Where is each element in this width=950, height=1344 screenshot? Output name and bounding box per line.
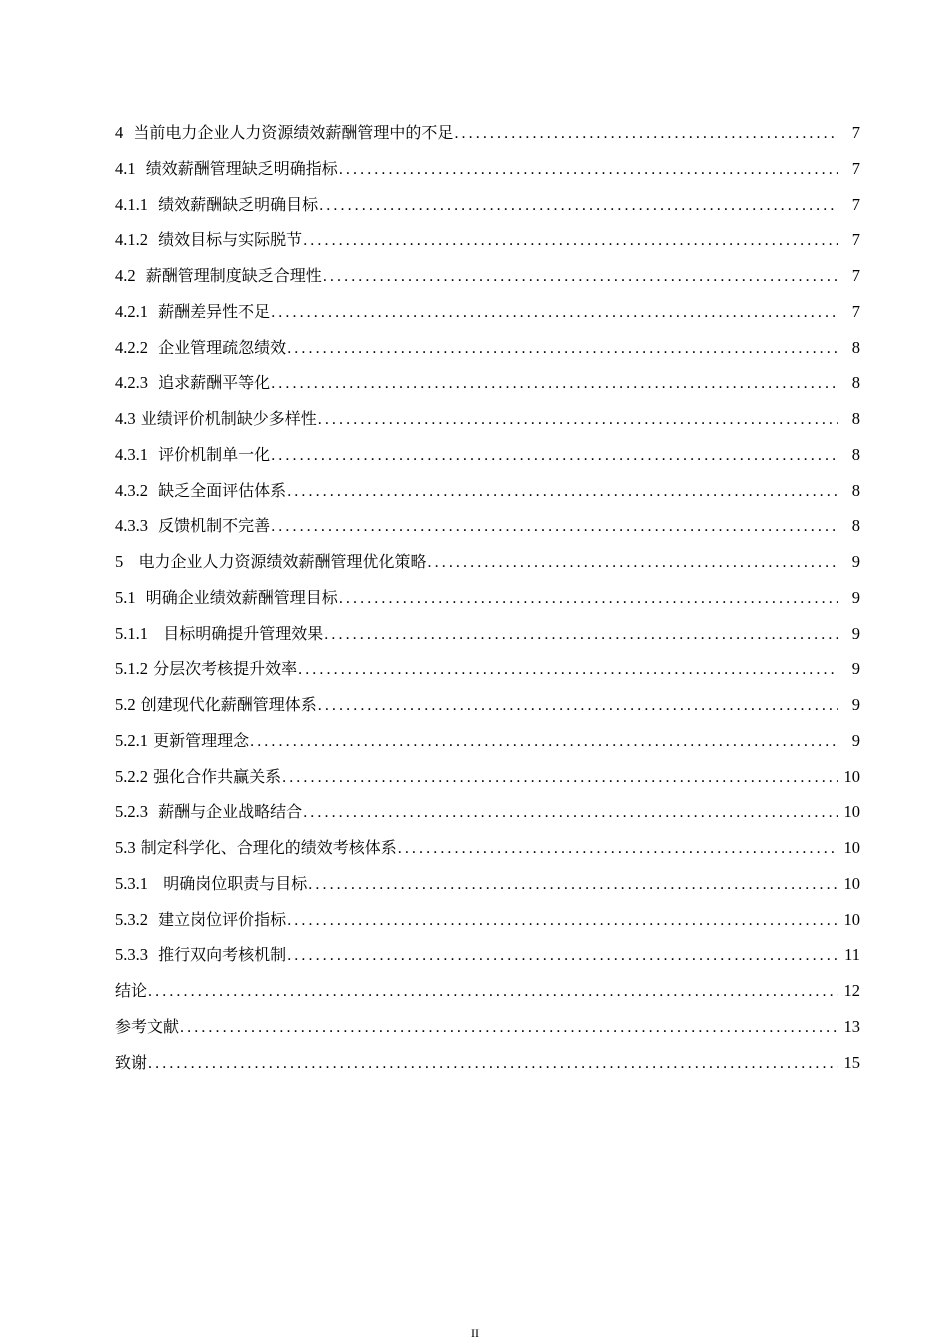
toc-entry-title: 当前电力企业人力资源绩效薪酬管理中的不足 bbox=[133, 123, 454, 142]
toc-entry-page: 12 bbox=[843, 981, 860, 1000]
toc-entry[interactable] bbox=[115, 191, 860, 227]
toc-entry-spacer bbox=[136, 584, 146, 612]
toc-entry-title: 更新管理理念 bbox=[153, 730, 250, 750]
toc-entry-number: 4.3.2 bbox=[115, 480, 148, 500]
toc-entry-spacer bbox=[148, 441, 158, 469]
toc-entry-title: 明确岗位职责与目标 bbox=[163, 873, 308, 893]
toc-entry-number: 4.3.1 bbox=[115, 444, 148, 464]
toc-dot-leader bbox=[308, 871, 837, 899]
toc-entry[interactable] bbox=[115, 441, 860, 477]
toc-entry-number: 4 bbox=[115, 123, 124, 142]
toc-entry-title: 参考文献 bbox=[115, 1016, 180, 1036]
toc-entry[interactable] bbox=[115, 655, 860, 691]
toc-entry-number: 5.2.2 bbox=[115, 766, 148, 786]
toc-dot-leader bbox=[339, 585, 838, 613]
toc-entry-page: 8 bbox=[851, 409, 860, 428]
toc-dot-leader bbox=[271, 513, 838, 541]
toc-entry-page: 10 bbox=[843, 873, 860, 893]
toc-entry[interactable] bbox=[115, 262, 860, 298]
toc-entry-spacer bbox=[136, 155, 146, 183]
toc-entry-page: 9 bbox=[851, 659, 860, 679]
toc-entry-page: 10 bbox=[843, 766, 860, 786]
toc-entry-title: 反馈机制不完善 bbox=[158, 516, 271, 536]
toc-entry-page: 8 bbox=[851, 516, 860, 536]
toc-entry[interactable] bbox=[115, 870, 860, 906]
toc-entry-spacer bbox=[148, 191, 158, 219]
toc-entry-page: 7 bbox=[851, 158, 860, 178]
toc-dot-leader bbox=[398, 835, 838, 863]
toc-dot-leader bbox=[339, 156, 838, 184]
toc-entry-number: 4.2.3 bbox=[115, 373, 148, 393]
toc-entry-spacer bbox=[148, 334, 158, 362]
toc-entry-title: 推行双向考核机制 bbox=[158, 945, 287, 965]
toc-entry-number: 4.3.3 bbox=[115, 516, 148, 536]
toc-entry-title: 缺乏全面评估体系 bbox=[158, 480, 287, 500]
toc-dot-leader bbox=[454, 120, 838, 148]
toc-entry-spacer bbox=[123, 548, 138, 576]
toc-entry-page: 8 bbox=[851, 337, 860, 357]
toc-entry-title: 建立岗位评价指标 bbox=[158, 909, 287, 929]
toc-entry-number: 5.2.3 bbox=[115, 802, 148, 822]
toc-entry-number: 5.3.3 bbox=[115, 945, 148, 965]
toc-entry-spacer bbox=[148, 870, 163, 898]
toc-entry[interactable] bbox=[115, 155, 860, 191]
toc-entry-title: 目标明确提升管理效果 bbox=[163, 623, 324, 643]
toc-entry-page: 13 bbox=[843, 1016, 860, 1036]
toc-entry-number: 5.1 bbox=[115, 587, 136, 607]
toc-entry-spacer bbox=[148, 798, 158, 826]
toc-entry-number: 4.2.2 bbox=[115, 337, 148, 357]
toc-entry[interactable] bbox=[115, 906, 860, 942]
toc-dot-leader bbox=[303, 799, 837, 827]
toc-dot-leader bbox=[250, 728, 838, 756]
toc-dot-leader bbox=[287, 907, 837, 935]
toc-entry-page: 8 bbox=[851, 444, 860, 464]
toc-dot-leader bbox=[287, 478, 838, 506]
toc-entry-number: 4.2.1 bbox=[115, 301, 148, 321]
toc-dot-leader bbox=[282, 764, 837, 792]
toc-entry-number: 5.2.1 bbox=[115, 730, 148, 750]
toc-entry-page: 9 bbox=[851, 730, 860, 750]
toc-entry-number: 5.2 bbox=[115, 695, 136, 714]
toc-entry[interactable] bbox=[115, 1013, 860, 1049]
toc-entry-title: 业绩评价机制缺少多样性 bbox=[140, 409, 317, 428]
toc-entry-page: 7 bbox=[851, 123, 860, 142]
toc-entry[interactable] bbox=[115, 941, 860, 977]
toc-entry-number: 4.1.1 bbox=[115, 194, 148, 214]
toc-entry-title: 电力企业人力资源绩效薪酬管理优化策略 bbox=[138, 552, 427, 571]
toc-dot-leader bbox=[148, 1050, 837, 1078]
toc-entry-number: 5.3.1 bbox=[115, 873, 148, 893]
toc-entry-spacer bbox=[148, 906, 158, 934]
toc-entry[interactable] bbox=[115, 763, 860, 799]
toc-entry-title: 绩效薪酬管理缺乏明确指标 bbox=[145, 158, 338, 178]
toc-entry-number: 4.1.2 bbox=[115, 230, 148, 250]
toc-entry-spacer bbox=[148, 941, 158, 969]
toc-entry-title: 明确企业绩效薪酬管理目标 bbox=[145, 587, 338, 607]
toc-entry-page: 10 bbox=[843, 909, 860, 929]
toc-entry-page: 10 bbox=[843, 802, 860, 822]
toc-entry-number: 5.1.2 bbox=[115, 659, 148, 679]
toc-entry-page: 7 bbox=[851, 266, 860, 285]
toc-entry-page: 9 bbox=[851, 623, 860, 643]
toc-dot-leader bbox=[287, 942, 838, 970]
toc-entry-title: 企业管理疏忽绩效 bbox=[158, 337, 287, 357]
toc-entry[interactable] bbox=[115, 691, 860, 727]
toc-entry-title: 薪酬管理制度缺乏合理性 bbox=[145, 266, 322, 285]
toc-entry[interactable] bbox=[115, 512, 860, 548]
toc-entry-title: 分层次考核提升效率 bbox=[153, 659, 298, 679]
toc-entry-page: 15 bbox=[843, 1052, 860, 1072]
toc-entry-page: 7 bbox=[851, 301, 860, 321]
toc-entry[interactable] bbox=[115, 798, 860, 834]
toc-entry-spacer bbox=[136, 262, 146, 290]
toc-entry[interactable] bbox=[115, 226, 860, 262]
toc-entry-spacer bbox=[148, 226, 158, 254]
toc-entry-number: 5.1.1 bbox=[115, 623, 148, 643]
toc-entry-spacer bbox=[148, 369, 158, 397]
toc-entry-number: 4.1 bbox=[115, 158, 136, 178]
toc-dot-leader bbox=[271, 370, 838, 398]
toc-entry-page: 7 bbox=[851, 194, 860, 214]
toc-entry-number: 5.3 bbox=[115, 838, 136, 857]
toc-entry-number: 5.3.2 bbox=[115, 909, 148, 929]
toc-entry-spacer bbox=[148, 620, 163, 648]
toc-entry-title: 绩效目标与实际脱节 bbox=[158, 230, 303, 250]
toc-entry-number: 4.3 bbox=[115, 409, 136, 428]
toc-dot-leader bbox=[271, 299, 838, 327]
toc-dot-leader bbox=[319, 192, 838, 220]
toc-entry-title: 薪酬与企业战略结合 bbox=[158, 802, 303, 822]
toc-entry[interactable] bbox=[115, 584, 860, 620]
toc-entry-page: 9 bbox=[851, 587, 860, 607]
toc-dot-leader bbox=[303, 227, 838, 255]
toc-entry[interactable] bbox=[115, 334, 860, 370]
toc-entry-title: 创建现代化薪酬管理体系 bbox=[140, 695, 317, 714]
toc-entry-page: 11 bbox=[844, 945, 860, 965]
toc-entry-title: 强化合作共赢关系 bbox=[153, 766, 282, 786]
toc-dot-leader bbox=[428, 549, 838, 577]
toc-entry-title: 制定科学化、合理化的绩效考核体系 bbox=[140, 838, 397, 857]
toc-entry-page: 9 bbox=[851, 552, 860, 571]
toc-entry[interactable] bbox=[115, 1049, 860, 1085]
toc-dot-leader bbox=[271, 442, 838, 470]
toc-entry-spacer bbox=[123, 119, 133, 147]
toc-entry-title: 薪酬差异性不足 bbox=[158, 301, 271, 321]
toc-entry[interactable] bbox=[115, 405, 860, 441]
toc-entry[interactable] bbox=[115, 834, 860, 870]
toc-entry[interactable] bbox=[115, 369, 860, 405]
toc-dot-leader bbox=[287, 335, 838, 363]
toc-entry-title: 致谢 bbox=[115, 1052, 148, 1072]
toc-dot-leader bbox=[318, 692, 838, 720]
toc-dot-leader bbox=[148, 978, 837, 1006]
toc-entry-page: 8 bbox=[851, 480, 860, 500]
toc-dot-leader bbox=[298, 656, 838, 684]
toc-entry[interactable] bbox=[115, 620, 860, 656]
toc-entry-title: 评价机制单一化 bbox=[158, 444, 271, 464]
toc-entry-page: 7 bbox=[851, 230, 860, 250]
toc-entry-page: 8 bbox=[851, 373, 860, 393]
toc-entry-page: 10 bbox=[843, 838, 860, 857]
toc-entry[interactable] bbox=[115, 477, 860, 513]
toc-entry[interactable] bbox=[115, 298, 860, 334]
toc-entry-spacer bbox=[148, 512, 158, 540]
toc-entry-title: 追求薪酬平等化 bbox=[158, 373, 271, 393]
toc-entry[interactable] bbox=[115, 119, 860, 155]
toc-entry[interactable] bbox=[115, 727, 860, 763]
toc-dot-leader bbox=[318, 406, 838, 434]
toc-dot-leader bbox=[180, 1014, 837, 1042]
toc-entry[interactable] bbox=[115, 977, 860, 1013]
toc-entry-title: 结论 bbox=[115, 981, 148, 1000]
toc-dot-leader bbox=[323, 263, 838, 291]
toc-entry-number: 5 bbox=[115, 552, 124, 571]
toc-entry-number: 4.2 bbox=[115, 266, 136, 285]
page-number-footer: II bbox=[471, 1326, 479, 1340]
toc-entry-page: 9 bbox=[851, 695, 860, 714]
toc-entry-title: 绩效薪酬缺乏明确目标 bbox=[158, 194, 319, 214]
toc-entry[interactable] bbox=[115, 548, 860, 584]
toc-dot-leader bbox=[324, 621, 838, 649]
toc-entry-spacer bbox=[148, 298, 158, 326]
table-of-contents bbox=[115, 119, 860, 1084]
toc-entry-spacer bbox=[148, 477, 158, 505]
